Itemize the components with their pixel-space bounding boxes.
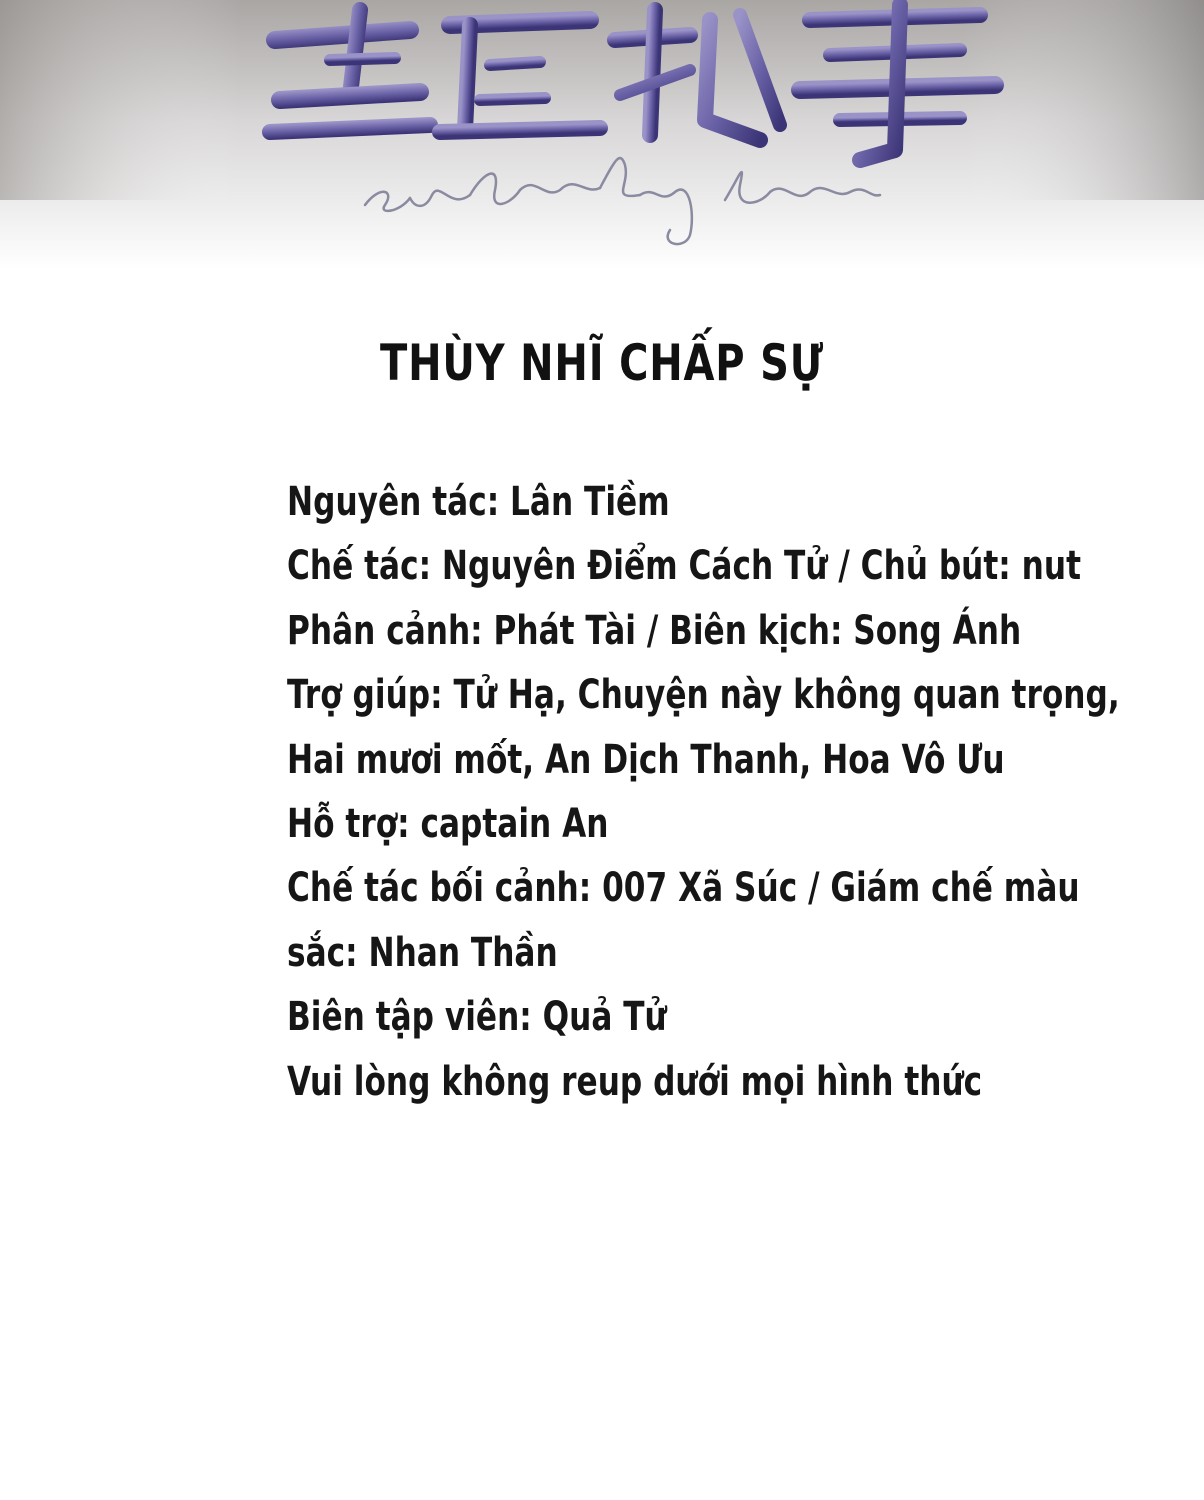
credits-list [287,470,1187,1114]
credit-support: Hỗ trợ: captain An [287,800,609,847]
title-banner-image [0,0,1204,270]
credit-original-author: Nguyên tác: Lân Tiềm [287,479,670,525]
page-title: THÙY NHĨ CHẤP SỰ [380,334,824,392]
credit-background: Chế tác bối cảnh: 007 Xã Súc / Giám chế màu [287,865,1080,912]
credit-assistants: Trợ giúp: Tử Hạ, Chuyện này không quan trọng, [287,672,1120,719]
credit-production: Chế tác: Nguyên Điểm Cách Tử / Chủ bút: nut [287,543,1081,590]
credit-editor: Biên tập viên: Quả Tử [287,994,667,1041]
credit-no-reupload-notice: Vui lòng không reup dưới mọi hình thức [287,1058,983,1105]
credit-storyboard: Phân cảnh: Phát Tài / Biên kịch: Song Ánh [287,607,1022,654]
credit-assistants-cont: Hai mươi mốt, An Dịch Thanh, Hoa Vô Ưu [287,736,1005,783]
credit-background-cont: sắc: Nhan Thần [287,929,558,976]
